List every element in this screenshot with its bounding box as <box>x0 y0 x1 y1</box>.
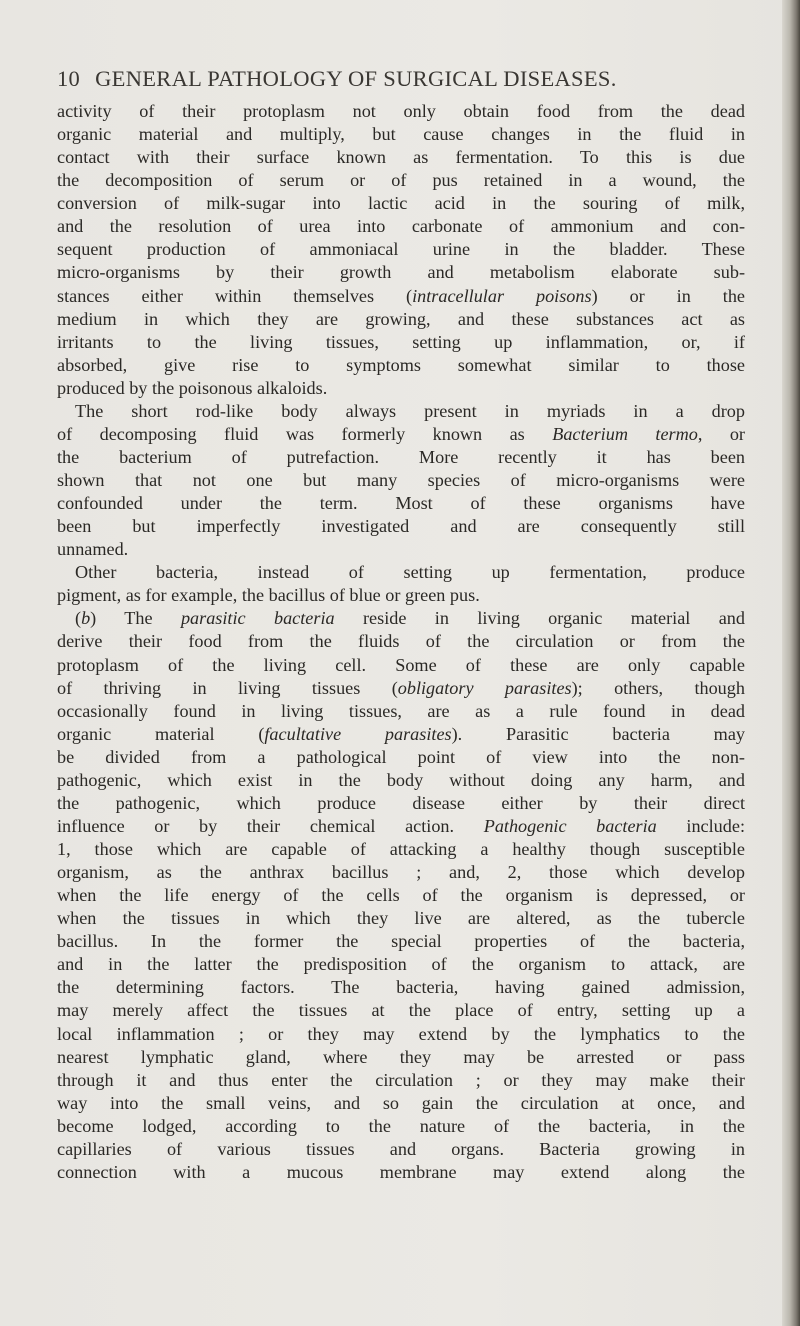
text-run: include: <box>656 815 745 836</box>
text-run: Other bacteria, instead of setting up fermentation, produce <box>75 562 745 583</box>
text-run: micro-organisms by their growth and metabolism elaborate sub- <box>57 262 745 283</box>
text-line <box>57 100 745 123</box>
text-run: of thriving in living tissues ( <box>57 677 398 698</box>
italic-term: b <box>81 608 91 629</box>
text-line <box>57 1023 745 1046</box>
text-line <box>57 861 745 884</box>
text-line <box>57 607 745 630</box>
text-line <box>57 654 745 677</box>
text-run: The short rod-like body always present in myriads in a drop <box>75 400 745 421</box>
text-run: reside in living organic material and <box>334 608 745 629</box>
text-line <box>57 492 745 515</box>
text-line <box>57 261 745 284</box>
text-run: organic material and multiply, but cause changes in the fluid in <box>57 124 745 145</box>
text-line <box>57 400 745 423</box>
text-line <box>57 930 745 953</box>
text-line <box>57 515 745 538</box>
text-run: irritants to the living tissues, setting up inflammation, or, if <box>57 331 745 352</box>
text-line <box>57 423 745 446</box>
page-edge-shadow <box>782 0 800 1326</box>
text-line <box>57 953 745 976</box>
text-run: be divided from a pathological point of view into the non- <box>57 746 745 767</box>
text-run: may merely affect the tissues at the place of entry, setting up a <box>57 1000 745 1021</box>
text-run: become lodged, according to the nature of the bacteria, in the <box>57 1115 745 1136</box>
text-line <box>57 769 745 792</box>
text-line <box>57 1069 745 1092</box>
text-line <box>57 677 745 700</box>
text-run: contact with their surface known as fermentation. To this is due <box>57 147 745 168</box>
text-line <box>57 630 745 653</box>
text-line <box>57 815 745 838</box>
text-run: the determining factors. The bacteria, having gained admission, <box>57 977 745 998</box>
text-line <box>57 838 745 861</box>
text-line <box>57 354 745 377</box>
text-run: the decomposition of serum or of pus retained in a wound, the <box>57 170 745 191</box>
text-line <box>57 377 745 400</box>
text-run: capillaries of various tissues and organs. Bacteria growing in <box>57 1138 745 1159</box>
text-run: stances either within themselves ( <box>57 285 413 306</box>
text-line <box>57 1092 745 1115</box>
page-number: 10 <box>57 66 81 91</box>
text-run: organism, as the anthrax bacillus ; and, 2, those which develop <box>57 862 745 883</box>
text-run: ) The <box>90 608 181 629</box>
text-run: unnamed. <box>57 539 129 560</box>
text-run: ); others, though <box>571 677 745 698</box>
text-run: absorbed, give rise to symptoms somewhat similar to those <box>57 354 745 375</box>
text-run: local inflammation ; or they may extend by the lymphatics to the <box>57 1023 745 1044</box>
text-line <box>57 746 745 769</box>
text-line <box>57 238 745 261</box>
text-line <box>57 169 745 192</box>
text-line <box>57 1046 745 1069</box>
text-run: connection with a mucous membrane may extend along the <box>57 1161 745 1182</box>
text-run: and the resolution of urea into carbonate of ammonium and con- <box>57 216 745 237</box>
text-line <box>57 884 745 907</box>
text-run: organic material ( <box>57 723 265 744</box>
text-run: sequent production of ammoniacal urine in the bladder. These <box>57 239 745 260</box>
italic-term: intracellular poisons <box>412 285 592 306</box>
text-line <box>57 469 745 492</box>
text-run: pathogenic, which exist in the body without doing any harm, and <box>57 769 745 790</box>
text-run: activity of their protoplasm not only obtain food from the dead <box>57 101 745 121</box>
running-title: GENERAL PATHOLOGY OF SURGICAL DISEASES. <box>95 66 617 91</box>
running-header <box>57 66 747 92</box>
text-line <box>57 792 745 815</box>
text-run: protoplasm of the living cell. Some of these are only capable <box>57 654 745 675</box>
text-run: way into the small veins, and so gain the circulation at once, and <box>57 1092 745 1113</box>
text-run: shown that not one but many species of micro-organisms were <box>57 470 745 490</box>
text-run: through it and thus enter the circulation ; or they may make their <box>57 1069 745 1090</box>
italic-term: obligatory parasites <box>397 677 572 698</box>
text-run: conversion of milk-sugar into lactic acid in the souring of milk, <box>57 193 745 214</box>
text-run: the pathogenic, which produce disease either by their direct <box>57 792 745 813</box>
text-line <box>57 308 745 331</box>
text-line <box>57 999 745 1022</box>
text-line <box>57 538 745 561</box>
text-run: derive their food from the fluids of the circulation or from the <box>57 631 745 652</box>
text-line <box>57 446 745 469</box>
text-line <box>57 331 745 354</box>
text-run: when the tissues in which they live are altered, as the tubercle <box>57 908 745 929</box>
text-line <box>57 1161 745 1184</box>
text-line <box>57 723 745 746</box>
text-run: occasionally found in living tissues, are as a rule found in dead <box>57 700 745 721</box>
text-line <box>57 907 745 930</box>
text-run: influence or by their chemical action. <box>57 815 484 836</box>
text-run: and in the latter the predisposition of the organism to attack, are <box>57 954 745 975</box>
text-line <box>57 123 745 146</box>
text-run: pigment, as for example, the bacillus of blue or green pus. <box>57 585 480 606</box>
italic-term: facultative parasites <box>264 723 452 744</box>
text-run: of decomposing fluid was formerly known as <box>57 423 553 444</box>
text-run: the bacterium of putrefaction. More recently it has been <box>57 446 745 467</box>
text-line <box>57 584 745 607</box>
text-line <box>57 146 745 169</box>
text-line <box>57 1138 745 1161</box>
text-line <box>57 700 745 723</box>
text-run: 1, those which are capable of attacking a healthy though susceptible <box>57 839 745 859</box>
italic-term: Pathogenic bacteria <box>483 815 657 836</box>
body-text <box>57 100 745 1184</box>
text-run: bacillus. In the former the special properties of the bacteria, <box>57 931 745 952</box>
italic-term: parasitic bacteria <box>180 608 335 629</box>
text-run: nearest lymphatic gland, where they may be arrested or pass <box>57 1046 745 1067</box>
text-run: ). Parasitic bacteria may <box>451 723 745 744</box>
text-line <box>57 1115 745 1138</box>
text-line <box>57 976 745 999</box>
text-run: been but imperfectly investigated and are consequently still <box>57 516 745 537</box>
text-run: when the life energy of the cells of the organism is depressed, or <box>57 885 745 906</box>
text-run: , or <box>697 423 745 444</box>
text-run: confounded under the term. Most of these organisms have <box>57 493 745 514</box>
text-run: produced by the poisonous alkaloids. <box>57 377 328 398</box>
text-line <box>57 285 745 308</box>
text-run: medium in which they are growing, and these substances act as <box>57 308 745 329</box>
italic-term: Bacterium termo <box>552 423 698 444</box>
text-line <box>57 215 745 238</box>
text-line <box>57 561 745 584</box>
text-line <box>57 192 745 215</box>
text-run: ( <box>75 608 82 629</box>
text-run: ) or in the <box>591 285 745 306</box>
